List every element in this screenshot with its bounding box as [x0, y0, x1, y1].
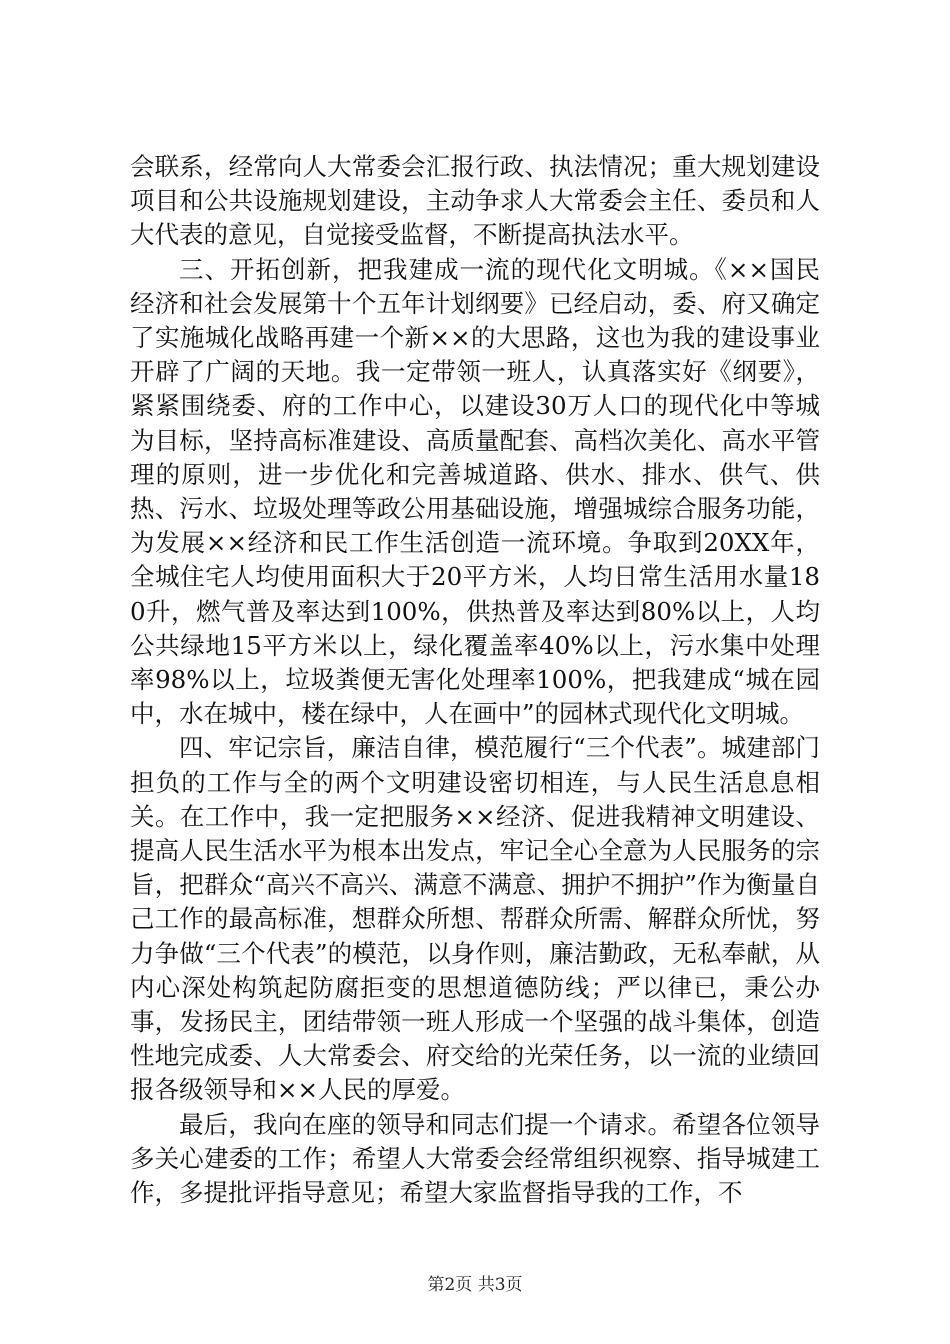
paragraph-section-four: 四、牢记宗旨，廉洁自律，模范履行“三个代表”。城建部门担负的工作与全的两个文明建设密切相连，与人民生活息息相关。在工作中，我一定把服务××经济、促进我精神文明建设、提高人民生活水平为根本出发点，牢记全心全意为人民服务的宗旨，把群众“高兴不高兴、满意不满意、拥护不拥护”作为衡量自己工作的最高标准，想群众所想、帮群众所需、解群众所忧，努力争做“三个代表”的模范，以身作则，廉洁勤政，无私奉献，从内心深处构筑起防腐拒变的思想道德防线；严以律已，秉公办事，发扬民主，团结带领一班人形成一个坚强的战斗集体，创造性地完成委、人大常委会、府交给的光荣任务，以一流的业绩回报各级领导和××人民的厚爱。 [130, 733, 820, 1105]
paragraph-continuation: 会联系，经常向人大常委会汇报行政、执法情况；重大规划建设项目和公共设施规划建设，主动争求人大常委会主任、委员和人大代表的意见，自觉接受监督，不断提高执法水平。 [130, 152, 820, 250]
document-body [130, 150, 820, 1210]
paragraph-closing-request: 最后，我向在座的领导和同志们提一个请求。希望各位领导多关心建委的工作；希望人大常委会经常组织视察、指导城建工作，多提批评指导意见；希望大家监督指导我的工作，不 [130, 1109, 820, 1208]
page-number-label: 第2页 共3页 [427, 1275, 523, 1295]
page-footer [0, 1274, 950, 1296]
paragraph-section-three: 三、开拓创新，把我建成一流的现代化文明城。《××国民经济和社会发展第十个五年计划纲要》已经启动，委、府又确定了实施城化战略再建一个新××的大思路，这也为我的建设事业开辟了广阔的天地。我一定带领一班人，认真落实好《纲要》，紧紧围绕委、府的工作中心，以建设30万人口的现代化中等城为目标，坚持高标准建设、高质量配套、高档次美化、高水平管理的原则，进一步优化和完善城道路、供水、排水、供气、供热、污水、垃圾处理等政公用基础设施，增强城综合服务功能，为发展××经济和民工作生活创造一流环境。争取到20XX年，全城住宅人均使用面积大于20平方米，人均日常生活用水量180升，燃气普及率达到100%，供热普及率达到80%以上，人均公共绿地15平方米以上，绿化覆盖率40%以上，污水集中处理率98%以上，垃圾粪便无害化处理率100%，把我建成“城在园中，水在城中，楼在绿中，人在画中”的园林式现代化文明城。 [130, 254, 820, 729]
